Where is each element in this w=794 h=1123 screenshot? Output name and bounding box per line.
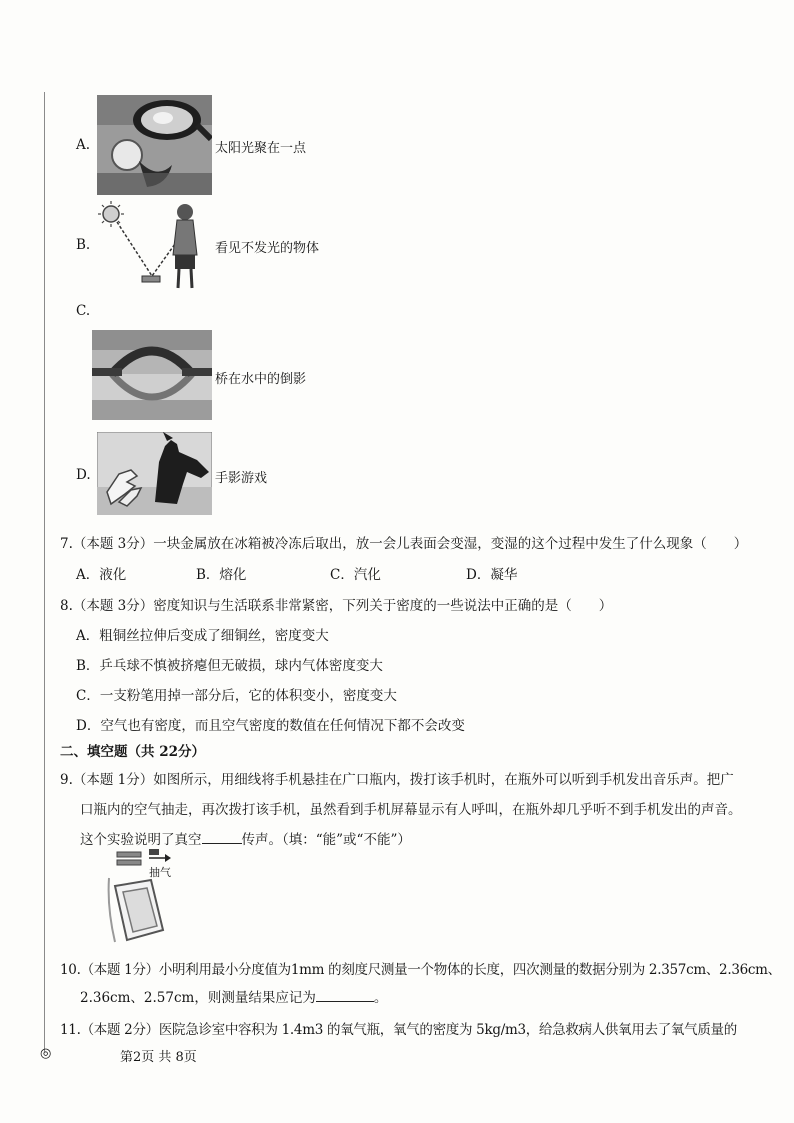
q9-line-3-after: 传声。（填：“能”或“不能”）: [241, 832, 411, 848]
q10-line-2: [80, 986, 387, 1006]
q9-line-1: 9.（本题 1分）如图所示，用细线将手机悬挂在广口瓶内，拨打该手机时，在瓶外可以听到手机发出音乐声。把广: [60, 772, 734, 788]
option-d-caption: 手影游戏: [215, 471, 268, 486]
q7-stem: 7.（本题 3分）一块金属放在冰箱被冷冻后取出，放一会儿表面会变湿，变湿的这个过程中发生了什么现象（ ）: [60, 536, 748, 552]
option-b-image-sun-girl: [97, 200, 212, 295]
q8-option-b: B．乒乓球不慎被挤瘪但无破损，球内气体密度变大: [76, 658, 383, 674]
q9-figure-label: 抽气: [149, 866, 171, 879]
option-b-caption: 看见不发光的物体: [215, 241, 320, 256]
q9-line-3: [80, 828, 411, 848]
option-a-letter: A.: [76, 137, 91, 153]
q7-option-a: A．液化: [76, 567, 127, 583]
q9-line-3-before: 这个实验说明了真空: [80, 832, 202, 848]
q10-line-2-before: 2.36cm、2.57cm，则测量结果应记为: [80, 990, 316, 1006]
option-a-image-magnifier: [97, 95, 212, 195]
footer-page-number: 第2页 共 8页: [120, 1050, 197, 1065]
option-d-letter: D.: [76, 467, 91, 483]
q8-option-a: A．粗铜丝拉伸后变成了细铜丝，密度变大: [76, 628, 329, 644]
option-d-image-hand-shadow: [97, 432, 212, 515]
option-c-caption: 桥在水中的倒影: [215, 372, 307, 387]
q10-answer-blank[interactable]: [316, 989, 374, 1002]
binding-margin-line: [44, 92, 45, 1052]
q11-line-1: 11.（本题 2分）医院急诊室中容积为 1.4m3 的氧气瓶，氧气的密度为 5kg/m3，给急救病人供氧用去了氧气质量的: [60, 1022, 737, 1038]
q9-answer-blank[interactable]: [202, 831, 242, 844]
option-a-caption: 太阳光聚在一点: [215, 141, 307, 156]
q8-stem: 8.（本题 3分）密度知识与生活联系非常紧密，下列关于密度的一些说法中正确的是（ ）: [60, 598, 613, 614]
section-2-title: 二、填空题（共 22分）: [60, 744, 205, 760]
q8-option-c: C．一支粉笔用掉一部分后，它的体积变小，密度变大: [76, 688, 397, 704]
q8-option-d: D．空气也有密度，而且空气密度的数值在任何情况下都不会改变: [76, 718, 465, 734]
q7-option-d: D．凝华: [466, 567, 518, 583]
option-b-letter: B.: [76, 237, 91, 253]
q9-line-2: 口瓶内的空气抽走，再次拨打该手机，虽然看到手机屏幕显示有人呼叫，在瓶外却几乎听不到手机发出的声音。: [80, 802, 742, 818]
q7-option-b: B．熔化: [196, 567, 247, 583]
q10-line-1: 10.（本题 1分）小明利用最小分度值为1mm 的刻度尺测量一个物体的长度，四次测量的数据分别为 2.357cm、2.36cm、: [60, 962, 781, 978]
footer-mark: ◎: [40, 1046, 52, 1061]
q7-option-c: C．汽化: [330, 567, 381, 583]
option-c-image-bridge-reflection: [92, 330, 212, 420]
q9-figure-jar-phone: [105, 848, 185, 946]
q10-line-2-after: 。: [373, 990, 388, 1006]
option-c-letter: C.: [76, 303, 91, 319]
